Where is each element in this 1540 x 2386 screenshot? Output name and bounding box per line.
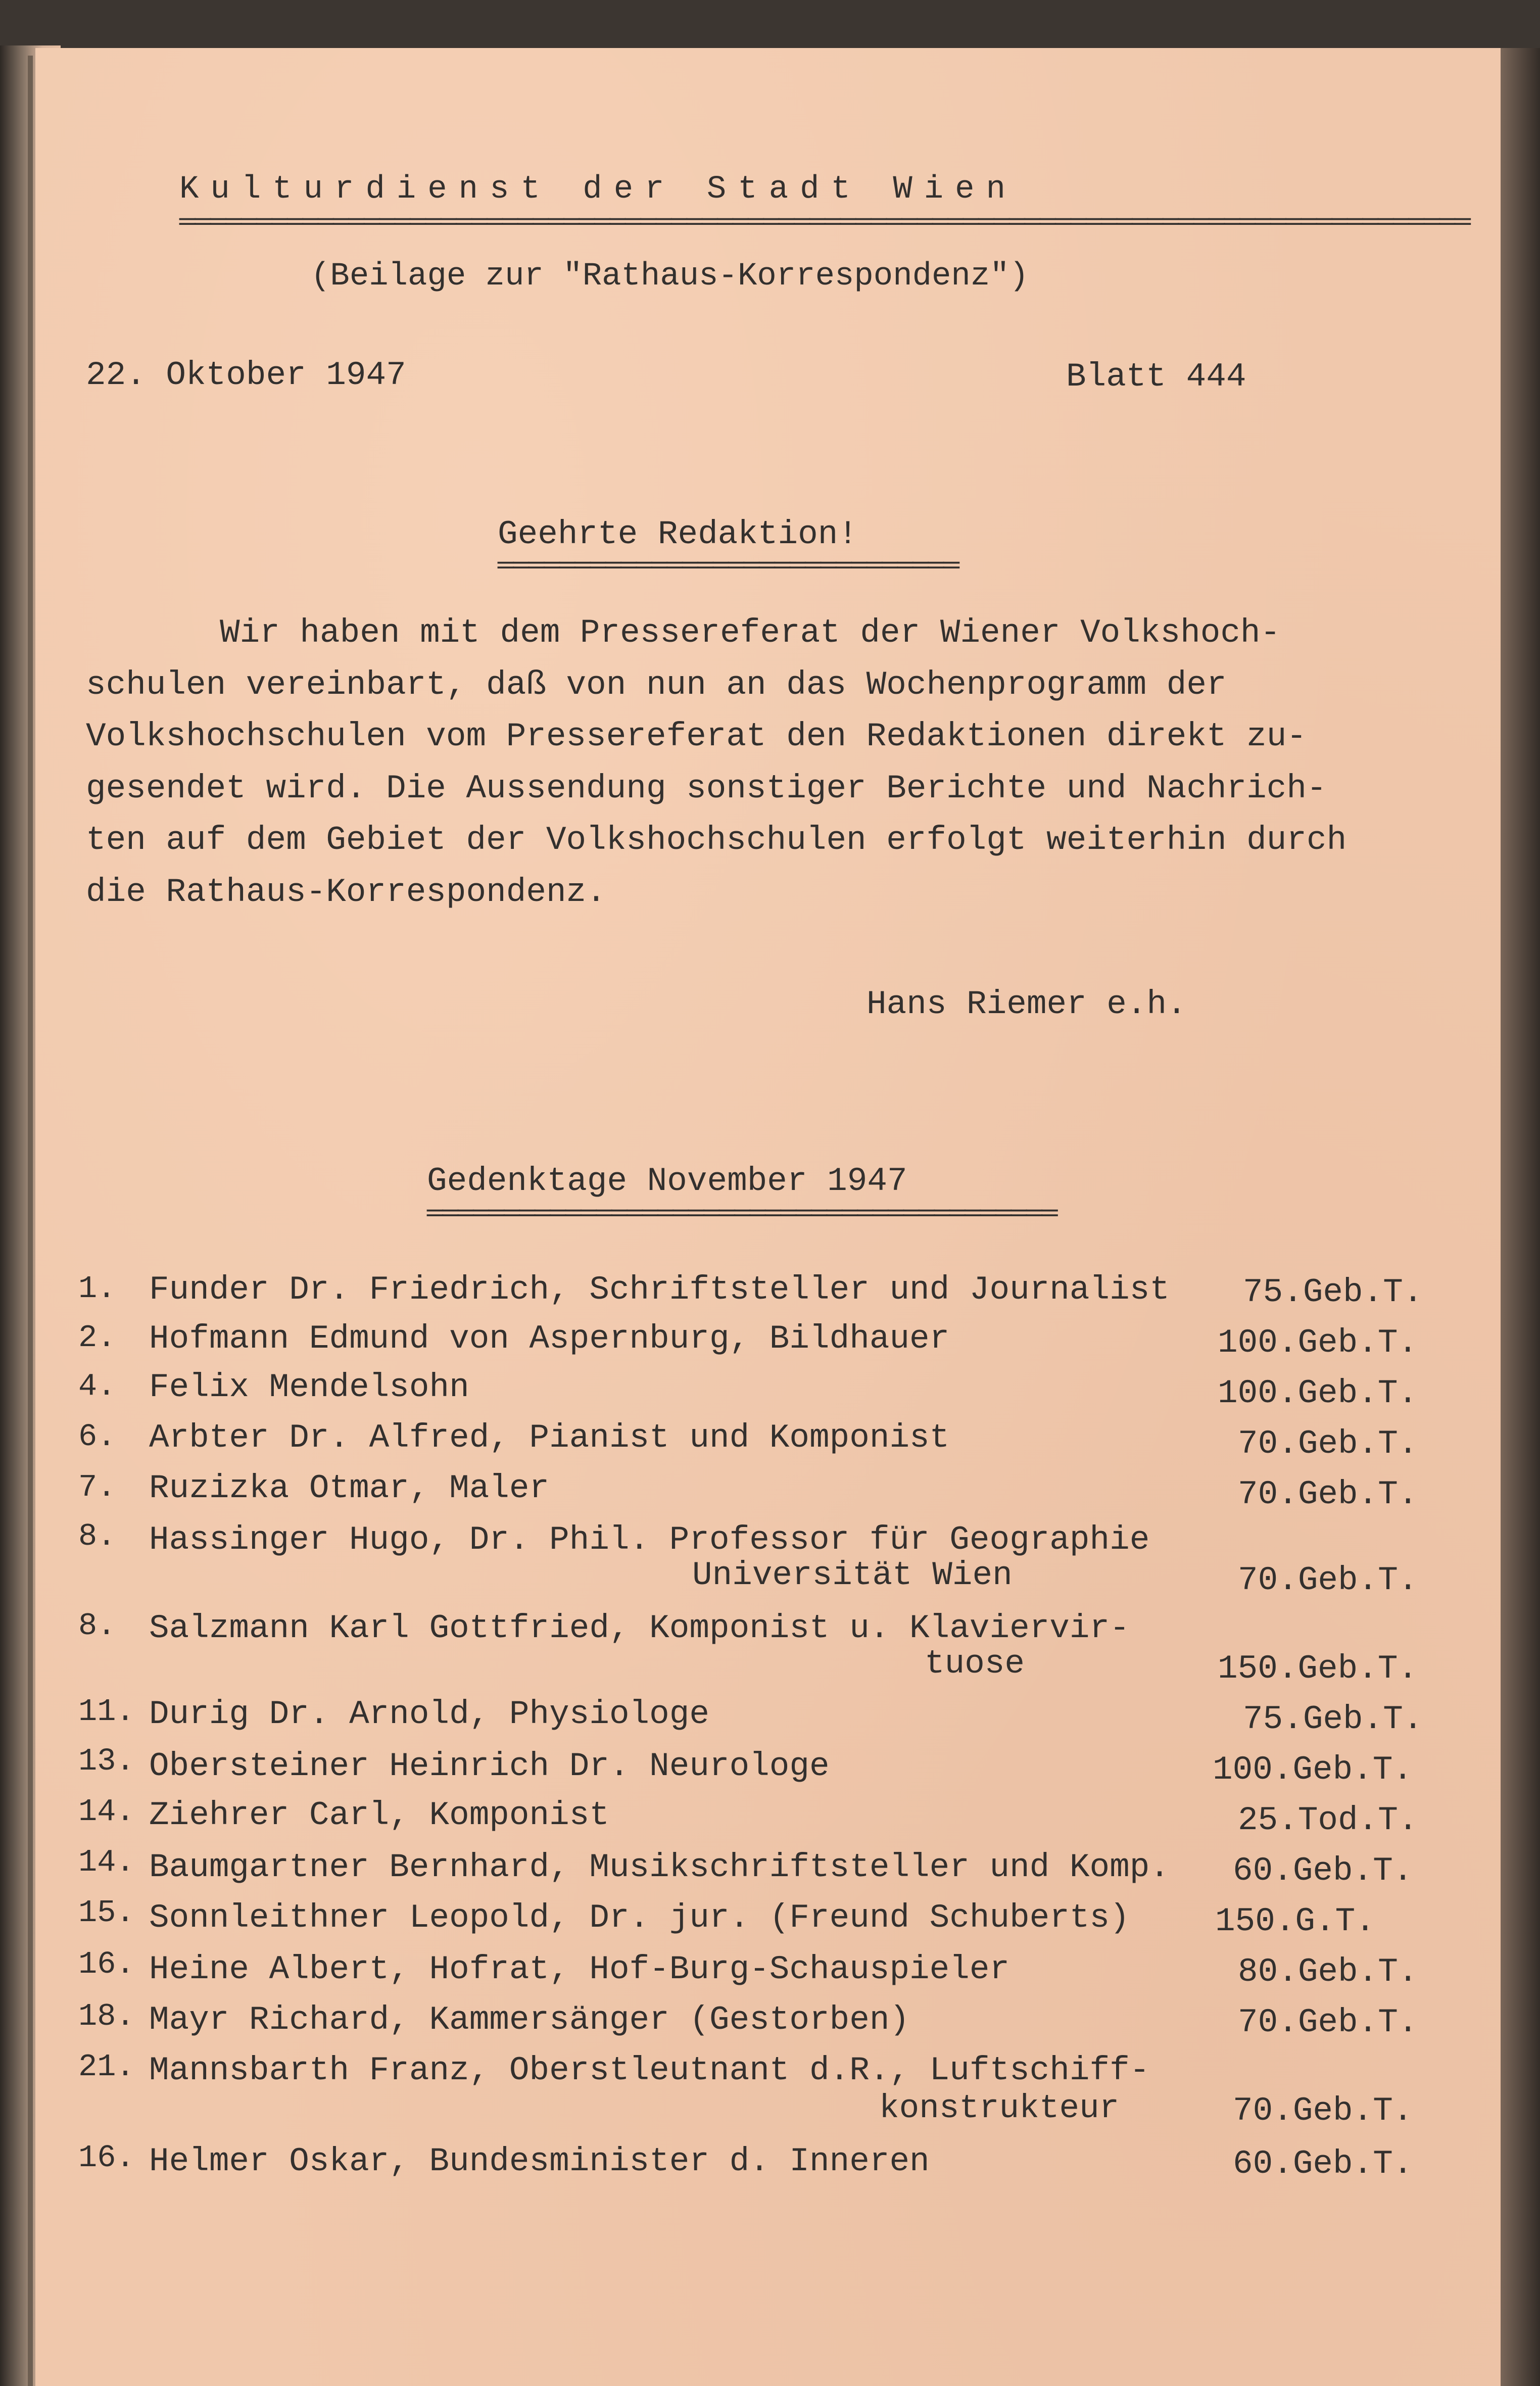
row-note: 25.Tod.T.: [1238, 1801, 1418, 1839]
document-page: [35, 48, 1501, 2386]
row-text: Arbter Dr. Alfred, Pianist und Komponist: [149, 1419, 950, 1457]
letter-line: ten auf dem Gebiet der Volkshochschulen erfolgt weiterhin durch: [86, 821, 1347, 859]
page-edge-shadow: [1498, 48, 1540, 2386]
row-text: Heine Albert, Hofrat, Hof-Burg-Schauspieler: [149, 1950, 1010, 1988]
row-text: Baumgartner Bernhard, Musikschriftsteller und Komp.: [149, 1848, 1170, 1886]
row-note: 60.Geb.T.: [1233, 2145, 1413, 2183]
letter-line: gesendet wird. Die Aussendung sonstiger Berichte und Nachrich-: [86, 770, 1327, 807]
row-text-continued: tuose: [925, 1645, 1025, 1683]
row-note: 100.Geb.T.: [1218, 1324, 1418, 1362]
row-day: 16.: [78, 1946, 135, 1982]
letter-line: die Rathaus-Korrespondenz.: [86, 873, 606, 911]
header-title: Kulturdienst der Stadt Wien: [179, 171, 1017, 208]
letter-line: schulen vereinbart, daß von nun an das Wochenprogramm der: [86, 666, 1227, 704]
letter-signature: Hans Riemer e.h.: [867, 985, 1187, 1023]
row-day: 13.: [78, 1743, 135, 1779]
row-note: 70.Geb.T.: [1238, 2003, 1418, 2041]
row-day: 6.: [78, 1419, 116, 1455]
row-day: 11.: [78, 1694, 135, 1730]
anniversaries-heading-underline: ═════════════════════════════════════════: [427, 1199, 1057, 1230]
row-text: Durig Dr. Arnold, Physiologe: [149, 1695, 709, 1733]
header-subtitle: (Beilage zur "Rathaus-Korrespondenz"): [311, 258, 1029, 295]
row-day: 18.: [78, 1998, 135, 2034]
row-day: 14.: [78, 1844, 135, 1880]
row-day: 1.: [78, 1271, 116, 1307]
row-day: 14.: [78, 1794, 135, 1830]
row-note: 75.Geb.T.: [1243, 1700, 1423, 1738]
row-note: 150.G.T.: [1215, 1902, 1375, 1940]
row-text: Helmer Oskar, Bundesminister d. Inneren: [149, 2142, 930, 2180]
anniversaries-heading: Gedenktage November 1947: [427, 1162, 907, 1200]
row-text: Sonnleithner Leopold, Dr. jur. (Freund Schuberts): [149, 1899, 1130, 1937]
row-note: 70.Geb.T.: [1238, 1425, 1418, 1463]
row-text: Funder Dr. Friedrich, Schriftsteller und Journalist: [149, 1271, 1170, 1309]
row-text: Ziehrer Carl, Komponist: [149, 1796, 609, 1834]
row-text: Salzmann Karl Gottfried, Komponist u. Klaviervir-: [149, 1609, 1130, 1647]
row-day: 8.: [78, 1518, 116, 1554]
row-day: 4.: [78, 1368, 116, 1404]
letter-line: Wir haben mit dem Pressereferat der Wiener Volkshoch-: [220, 614, 1281, 652]
letter-salutation: Geehrte Redaktion!: [498, 515, 858, 553]
document-date: 22. Oktober 1947: [86, 356, 406, 394]
row-text: Felix Mendelsohn: [149, 1368, 469, 1406]
row-day: 8.: [78, 1608, 116, 1644]
row-text: Mayr Richard, Kammersänger (Gestorben): [149, 2001, 910, 2039]
row-text: Ruzizka Otmar, Maler: [149, 1469, 550, 1507]
row-note: 150.Geb.T.: [1218, 1650, 1418, 1688]
row-day: 16.: [78, 2140, 135, 2176]
row-note: 75.Geb.T.: [1243, 1273, 1423, 1311]
row-text: Mannsbarth Franz, Oberstleutnant d.R., Luftschiff-: [149, 2051, 1150, 2089]
row-text: Hofmann Edmund von Aspernburg, Bildhauer: [149, 1320, 950, 1358]
row-note: 100.Geb.T.: [1218, 1374, 1418, 1412]
header-title-underline: ════════════════════════════════════════════════════════════════════════════════════: [179, 208, 1470, 238]
row-day: 21.: [78, 2049, 135, 2085]
row-note: 70.Geb.T.: [1238, 1561, 1418, 1599]
row-day: 2.: [78, 1320, 116, 1356]
row-note: 70.Geb.T.: [1233, 2092, 1413, 2130]
salutation-underline: ══════════════════════════════: [498, 551, 959, 582]
sheet-number: Blatt 444: [1066, 358, 1246, 396]
letter-line: Volkshochschulen vom Pressereferat den Redaktionen direkt zu-: [86, 718, 1307, 755]
row-note: 70.Geb.T.: [1238, 1475, 1418, 1513]
row-note: 60.Geb.T.: [1233, 1852, 1413, 1890]
row-note: 100.Geb.T.: [1213, 1751, 1413, 1789]
row-text: Hassinger Hugo, Dr. Phil. Professor für Geographie: [149, 1521, 1150, 1559]
row-day: 7.: [78, 1469, 116, 1505]
row-text-continued: konstrukteur: [879, 2089, 1120, 2127]
row-note: 80.Geb.T.: [1238, 1953, 1418, 1991]
row-text: Obersteiner Heinrich Dr. Neurologe: [149, 1747, 830, 1785]
binding-edge: [28, 56, 33, 2386]
row-day: 15.: [78, 1895, 135, 1931]
row-text-continued: Universität Wien: [692, 1556, 1013, 1594]
